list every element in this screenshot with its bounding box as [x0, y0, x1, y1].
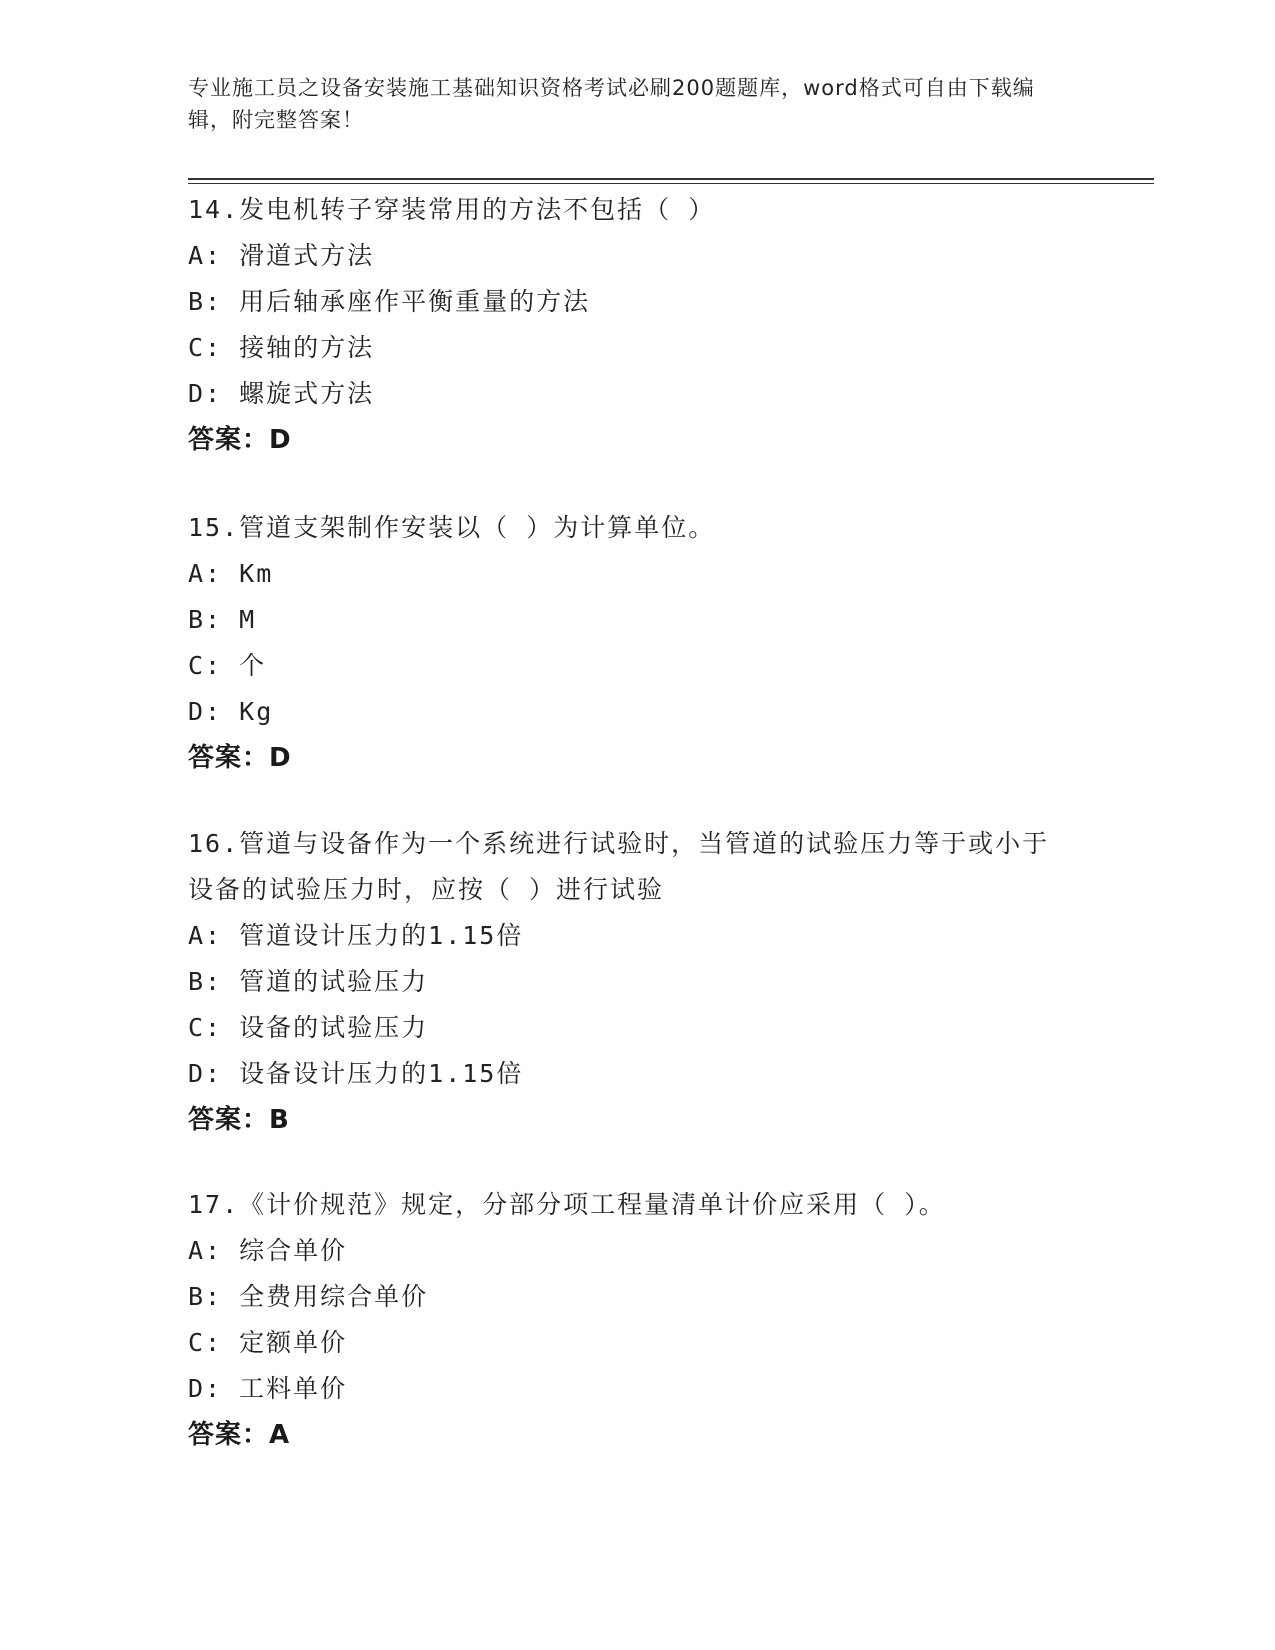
- answer-value: D: [269, 425, 292, 455]
- answer-line: [188, 1097, 1088, 1143]
- header-divider-thin: [188, 183, 1154, 184]
- answer-line: [188, 417, 1088, 463]
- option-d: D: 螺旋式方法: [188, 379, 375, 408]
- question-stem: 16.管道与设备作为一个系统进行试验时，当管道的试验压力等于或小于设备的试验压力时，应按（ ）进行试验: [188, 829, 1050, 904]
- option-c: C: 定额单价: [188, 1328, 348, 1357]
- answer-value: B: [269, 1105, 290, 1135]
- option-a: A: 综合单价: [188, 1236, 348, 1265]
- question-17: [188, 1182, 1088, 1458]
- option-d: D: Kg: [188, 697, 274, 726]
- option-c: C: 个: [188, 651, 267, 680]
- option-c: C: 设备的试验压力: [188, 1013, 429, 1042]
- answer-label: 答案：: [188, 1105, 270, 1135]
- question-stem: 15.管道支架制作安装以（ ）为计算单位。: [188, 513, 716, 542]
- option-a: A: Km: [188, 559, 274, 588]
- header-divider: [188, 178, 1154, 180]
- question-15: [188, 505, 1088, 781]
- answer-line: [188, 1412, 1088, 1458]
- option-b: B: M: [188, 605, 257, 634]
- option-a: A: 滑道式方法: [188, 241, 375, 270]
- answer-label: 答案：: [188, 1420, 270, 1450]
- answer-value: D: [269, 743, 292, 773]
- document-header: 专业施工员之设备安装施工基础知识资格考试必刷200题题库，word格式可自由下载编辑，附完整答案！: [188, 76, 1035, 132]
- answer-label: 答案：: [188, 425, 270, 455]
- question-stem: 17.《计价规范》规定，分部分项工程量清单计价应采用（ ）。: [188, 1190, 946, 1219]
- answer-line: [188, 735, 1088, 781]
- answer-value: A: [269, 1420, 291, 1450]
- option-b: B: 管道的试验压力: [188, 967, 429, 996]
- option-b: B: 全费用综合单价: [188, 1282, 429, 1311]
- answer-label: 答案：: [188, 743, 270, 773]
- option-a: A: 管道设计压力的1.15倍: [188, 921, 524, 950]
- option-b: B: 用后轴承座作平衡重量的方法: [188, 287, 591, 316]
- question-stem: 14.发电机转子穿装常用的方法不包括（ ）: [188, 195, 716, 224]
- option-d: D: 设备设计压力的1.15倍: [188, 1059, 524, 1088]
- question-16: [188, 821, 1088, 1143]
- question-14: [188, 187, 1088, 463]
- option-c: C: 接轴的方法: [188, 333, 375, 362]
- option-d: D: 工料单价: [188, 1374, 348, 1403]
